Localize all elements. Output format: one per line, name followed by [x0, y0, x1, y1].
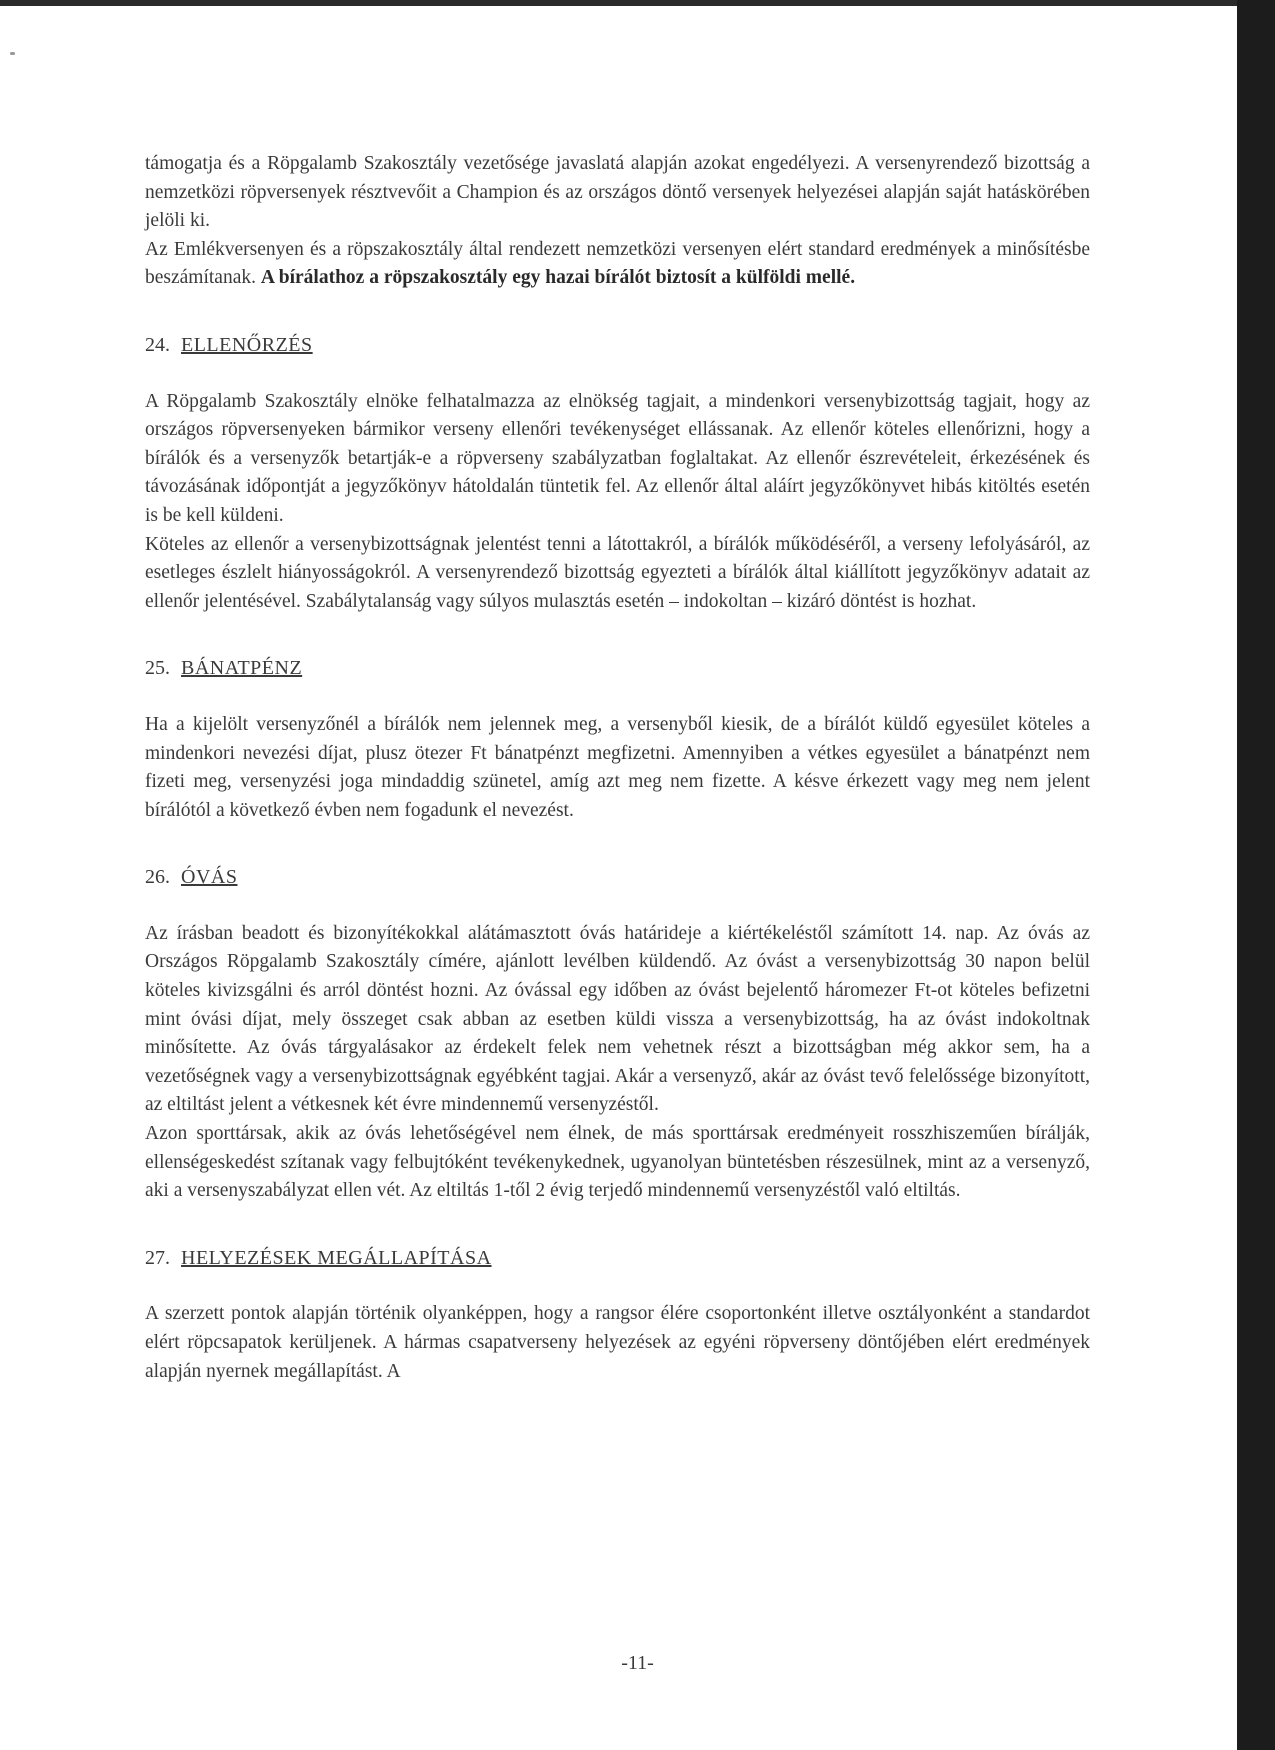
section-24-paragraph-1: A Röpgalamb Szakosztály elnöke felhatalmazza az elnökség tagjait, a mindenkori versenybizottság tagjait, hogy az országos röpversenyeken bármikor verseny ellenőri tevékenységet ellássanak. Az ellenőr köteles ellenőrizni, hogy a bírálók és a versenyzők betartják-e a röpverseny szabályzatban foglaltakat. Az ellenőr észrevételeit, érkezésének és távozásának időpontját a jegyzőkönyv hátoldalán tüntetik fel. Az ellenőr által aláírt jegyzőkönyvet hibás kitöltés esetén is be kell küldeni. — [145, 390, 1090, 526]
scan-speck — [10, 52, 15, 55]
scan-right-edge — [1237, 0, 1275, 1750]
section-number: 25. — [145, 657, 170, 680]
intro-paragraph-2 — [145, 236, 1090, 293]
section-27-heading — [145, 1244, 1090, 1273]
section-27-paragraph-1: A szerzett pontok alapján történik olyanképpen, hogy a rangsor élére csoportonként illetve osztályonként a standardot elért röpcsapatok kerüljenek. A hármas csapatverseny helyezések az egyéni röpverseny döntőjében elért eredmények alapján nyernek megállapítást. A — [145, 1303, 1090, 1382]
section-25-paragraph-1: Ha a kijelölt versenyzőnél a bírálók nem jelennek meg, a versenyből kiesik, de a bírálót küldő egyesület köteles a mindenkori nevezési díjat, plusz ötezer Ft bánatpénzt megfizetni. Amennyiben a vétkes egyesület a bánatpénzt nem fizeti meg, versenyzési joga mindaddig szünetel, amíg azt meg nem fizette. A késve érkezett vagy meg nem jelent bírálótól a következő évben nem fogadunk el nevezést. — [145, 713, 1090, 821]
section-24-paragraph-2: Köteles az ellenőr a versenybizottságnak jelentést tenni a látottakról, a bírálók működéséről, a verseny lefolyásáról, az esetleges észlelt hiányosságokról. A versenyrendező bizottság egyezteti a bírálók által kiállított jegyzőkönyv adatait az ellenőr jelentésével. Szabálytalanság vagy súlyos mulasztás esetén – indokoltan – kizáró döntést is hozhat. — [145, 533, 1090, 612]
section-title: BÁNATPÉNZ — [181, 657, 303, 680]
scan-top-edge — [0, 0, 1240, 6]
document-body — [145, 150, 1090, 1386]
section-26-paragraph-2: Azon sporttársak, akik az óvás lehetőségével nem élnek, de más sporttársak eredményeit rosszhiszeműen bírálják, ellenségeskedést szítanak vagy felbujtóként tevékenykednek, ugyanolyan büntetésben részesülnek, mint az a versenyző, aki a versenyszabályzat ellen vét. Az eltiltás 1-től 2 évig terjedő mindennemű versenyzéstől való eltiltás. — [145, 1123, 1090, 1202]
intro-paragraph-2-text: Az Emlékversenyen és a röpszakosztály által rendezett nemzetközi versenyen elért standard eredmények a minősítésbe beszámítanak. — [145, 238, 1090, 289]
section-number: 27. — [145, 1246, 170, 1269]
intro-paragraph-1: támogatja és a Röpgalamb Szakosztály vezetősége javaslatá alapján azokat engedélyezi. A versenyrendező bizottság a nemzetközi röpversenyek résztvevőit a Champion és az országos döntő versenyek helyezései alapján saját hatáskörében jelöli ki. — [145, 153, 1090, 232]
section-number: 26. — [145, 866, 170, 889]
section-number: 24. — [145, 333, 170, 356]
section-title: ÓVÁS — [181, 866, 238, 889]
intro-paragraph-2-bold: A bírálathoz a röpszakosztály egy hazai bírálót biztosít a külföldi mellé. — [260, 267, 856, 289]
section-24-heading — [145, 331, 1090, 360]
section-title: HELYEZÉSEK MEGÁLLAPÍTÁSA — [181, 1246, 492, 1269]
section-title: ELLENŐRZÉS — [181, 333, 313, 356]
section-26-paragraph-1: Az írásban beadott és bizonyítékokkal alátámasztott óvás határideje a kiértékeléstől számított 14. nap. Az óvás az Országos Röpgalamb Szakosztály címére, ajánlott levélben küldendő. Az óvást a versenybizottság 30 napon belül köteles kivizsgálni és arról döntést hozni. Az óvással egy időben az óvást bejelentő háromezer Ft-ot köteles befizetni mint óvási díjat, mely összeget csak abban az esetben küldi vissza a versenybizottság, ha az óvást indokoltnak minősítette. Az óvás tárgyalásakor az érdekelt felek nem vehetnek részt a bizottságban még akkor sem, ha a vezetőségnek vagy a versenybizottságnak egyébként tagjai. Akár a versenyző, akár az óvást tevő felelőssége bizonyított, az eltiltást jelent a vétkesnek két évre mindennemű versenyzéstől. — [145, 922, 1090, 1116]
section-25-heading — [145, 654, 1090, 683]
page-number: -11- — [621, 1652, 654, 1674]
section-26-heading — [145, 863, 1090, 892]
